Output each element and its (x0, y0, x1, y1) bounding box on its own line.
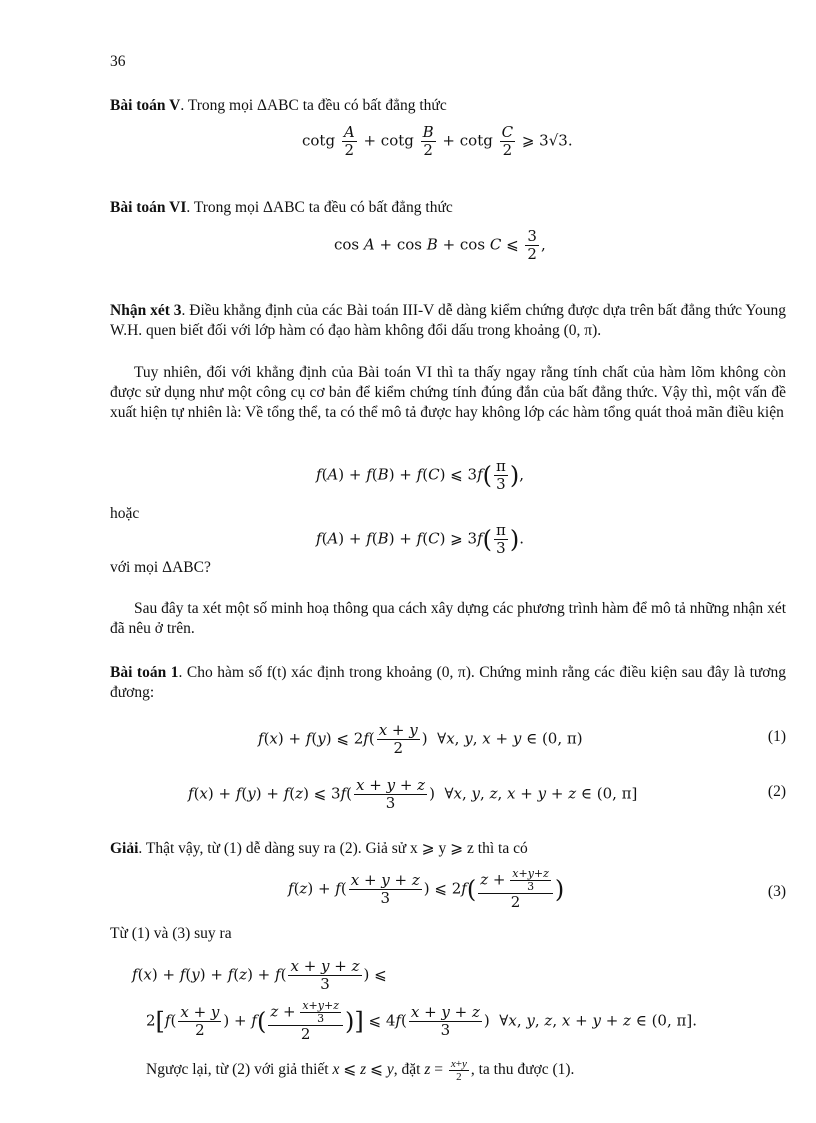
problem-5-statement (110, 96, 786, 116)
page-number: 36 (110, 53, 126, 70)
remark-3-formula-1: f(A) + f(B) + f(C) ⩽ 3f( $\frac{\pi}{3}$ ), (316, 457, 525, 493)
problem-1-label: Bài toán 1 (110, 664, 179, 681)
equation-2-number: (2) (767, 783, 786, 800)
equation-1-number: (1) (767, 728, 786, 745)
solution-last-line: Ngược lại, từ (2) với giả thiết x ⩽ z ⩽ y, đặt z = $\frac{x+y}{2}$ , ta thu được (1). (146, 1058, 575, 1083)
problem-5-formula: cotg $\frac{A}{2}$ + cotg $\frac{B}{2}$ + cotg $\frac{C}{2}$ ⩾ 3√3. (302, 123, 573, 159)
equation-3: f(z) + f( $\frac{x + y + z}{3}$ ) ⩽ 2f( z + $\frac{x+y+z}{3}$ 2 ) (288, 867, 565, 911)
remark-3-label: Nhận xét 3 (110, 302, 182, 319)
remark-3-paragraph (110, 301, 786, 341)
problem-1-text: . Cho hàm số f(t) xác định trong khoảng (0, π). Chứng minh rằng các điều kiện sau đây là tương đương: (110, 664, 786, 701)
solution-from: Từ (1) và (3) suy ra (110, 925, 232, 942)
problem-5-label: Bài toán V (110, 97, 181, 114)
problem-6-formula: cos A + cos B + cos C ⩽ $\frac{3}{2}$ , (334, 227, 546, 263)
equation-2: f(x) + f(y) + f(z) ⩽ 3f( $\frac{x + y + z}{3}$ ) ∀x, y, z, x + y + z ∈ (0, π] (188, 776, 638, 812)
problem-6-text: . Trong mọi ΔABC ta đều có bất đẳng thức (186, 199, 453, 216)
remark-3-paragraph-2: Tuy nhiên, đối với khẳng định của Bài toán VI thì ta thấy ngay rằng tính chất của hàm lõm không còn được sử dụng như một công cụ cơ bản để kiểm chứng tính đúng đắn của bất đẳng thức. Vậy thì, một vấn đề xuất hiện tự nhiên là: Về tổng thể, ta có thể mô tả được hay không lớp các hàm tổng quát thoả mãn điều kiện (110, 364, 786, 421)
remark-3-text: . Điều khẳng định của các Bài toán III-V dễ dàng kiểm chứng được dựa trên bất đẳng thức Young W.H. quen biết đối với lớp hàm có đạo hàm không đổi dấu trong khoảng (0, π). (110, 302, 787, 339)
remark-3-closing: với mọi ΔABC? (110, 559, 211, 576)
long-inequality-line-1: f(x) + f(y) + f(z) + f( $\frac{x + y + z}{3}$ ) ⩽ (132, 957, 387, 993)
remark-3-paragraph-3: Sau đây ta xét một số minh hoạ thông qua cách xây dựng các phương trình hàm để mô tả những nhận xét đã nêu ở trên. (110, 600, 786, 637)
solution-statement (110, 839, 786, 859)
equation-3-number: (3) (767, 883, 786, 900)
equation-1: f(x) + f(y) ⩽ 2f( $\frac{x + y}{2}$ ) ∀x, y, x + y ∈ (0, π) (258, 721, 583, 757)
problem-5-text: . Trong mọi ΔABC ta đều có bất đẳng thức (180, 97, 447, 114)
problem-6-label: Bài toán VI (110, 199, 187, 216)
problem-6-statement (110, 198, 786, 218)
or-word: hoặc (110, 505, 140, 522)
solution-text: . Thật vậy, từ (1) dễ dàng suy ra (2). Giả sử x ⩾ y ⩾ z thì ta có (138, 840, 528, 857)
remark-3-formula-2: f(A) + f(B) + f(C) ⩾ 3f( $\frac{\pi}{3}$ ). (316, 521, 525, 557)
long-inequality-line-2: 2[f( $\frac{x + y}{2}$ ) + f( z + $\frac{x+y+z}{3}$ 2 )] ⩽ 4f( $\frac{x + y + z}{3}$ ) ∀x, y, z, x + y + z ∈ (0, π]. (146, 999, 697, 1043)
solution-label: Giải (110, 840, 139, 857)
problem-1-statement (110, 663, 786, 703)
